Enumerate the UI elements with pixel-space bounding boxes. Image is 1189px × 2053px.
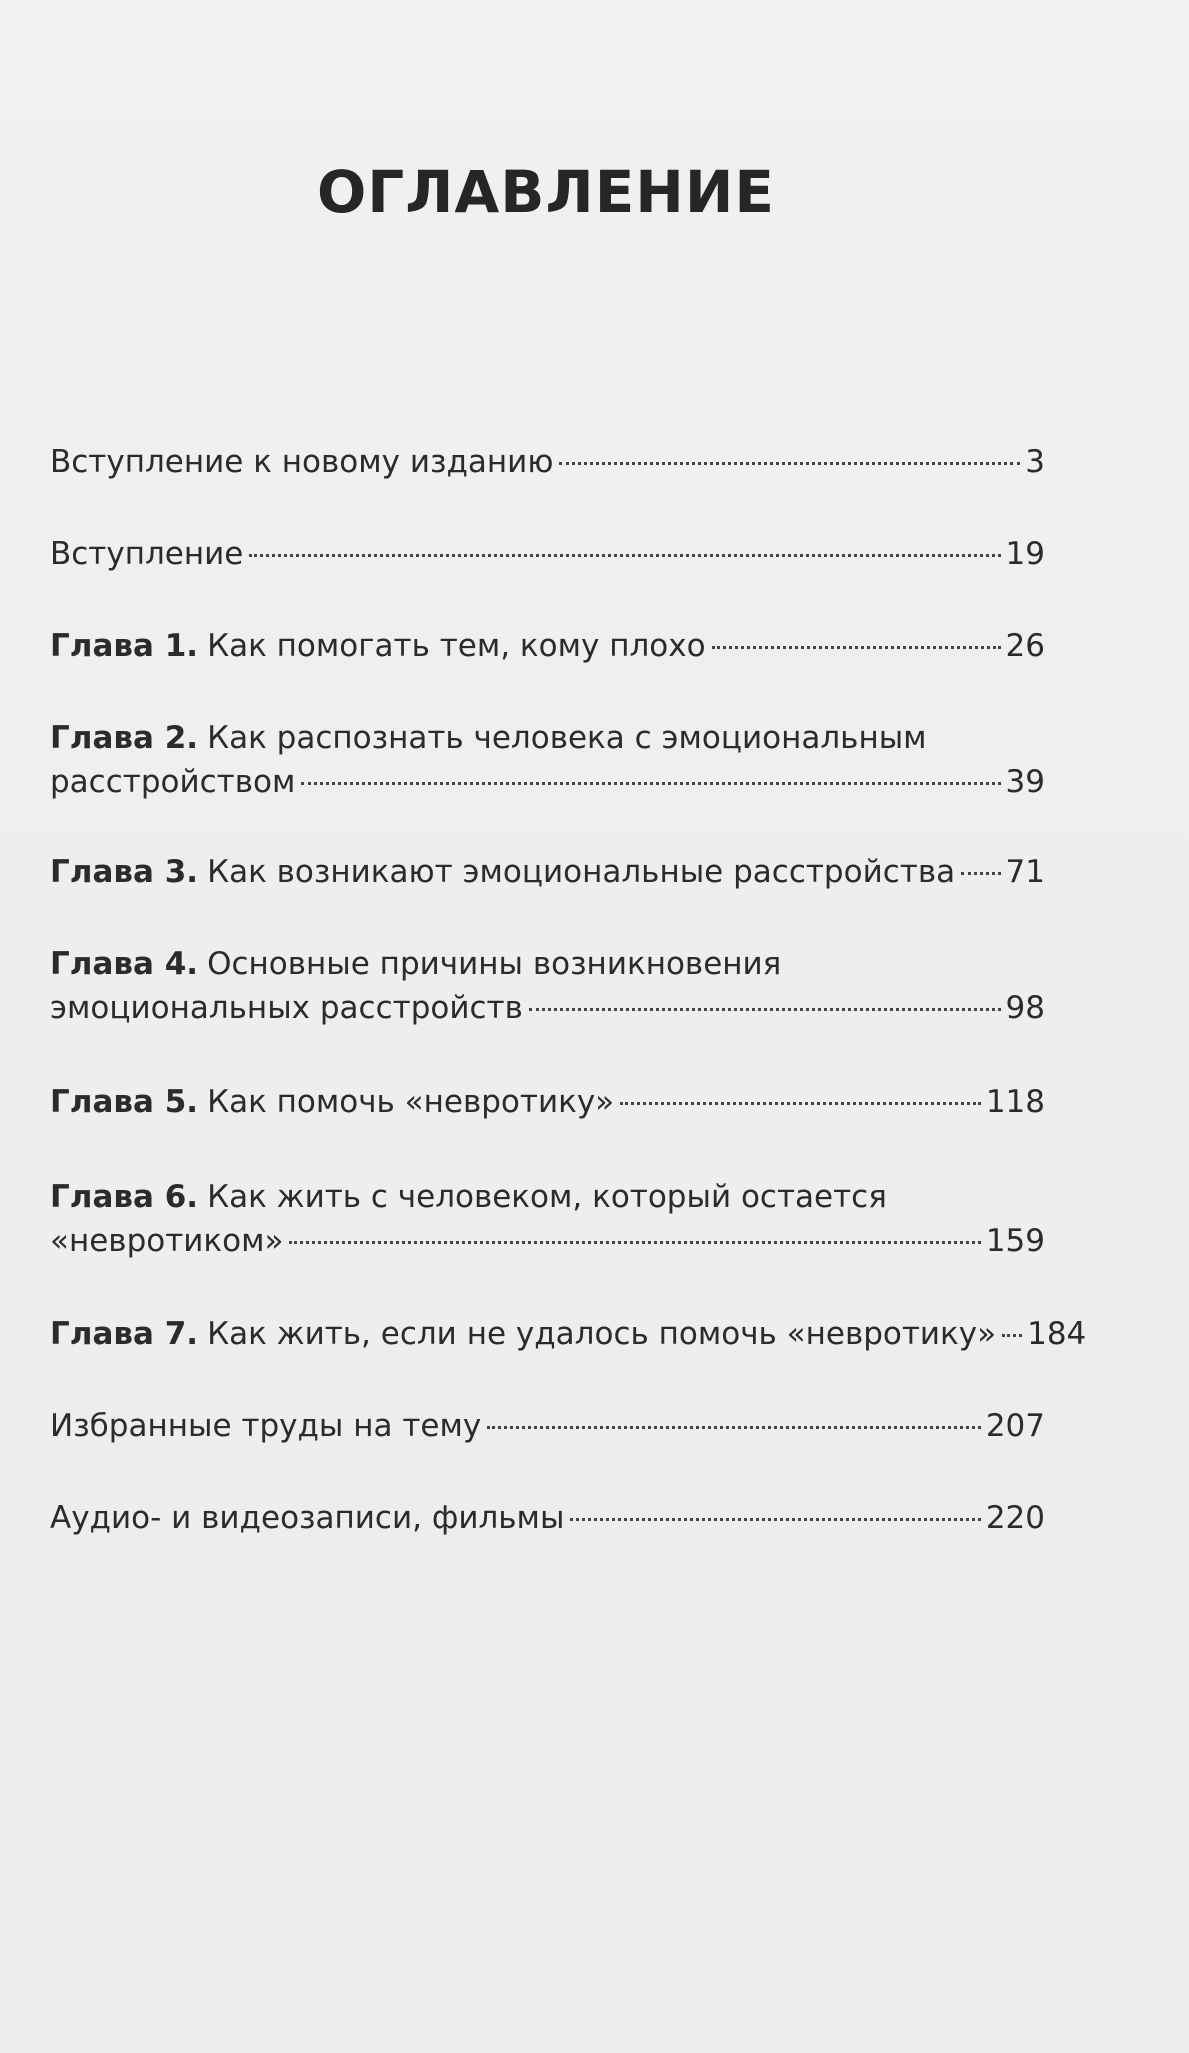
chapter-number: Глава 6. [50,1179,199,1215]
toc-entry-title: Как жить с человеком, который остается [207,1179,887,1215]
toc-entry-title-continued: эмоциональных расстройств [50,990,523,1026]
toc-entry-page: 71 [1005,854,1045,890]
toc-entry-page: 3 [1025,444,1045,480]
toc-entry-title: Вступление [50,536,244,572]
toc-entry [50,1312,1087,1356]
dot-leader [249,554,1000,557]
toc-entry-title: Вступление к новому изданию [50,444,554,480]
chapter-number: Глава 4. [50,946,199,982]
toc-entry-title: Как жить, если не удалось помочь «невротику» [207,1316,997,1352]
chapter-number: Глава 7. [50,1316,199,1352]
toc-entry-page: 207 [985,1408,1045,1444]
chapter-number: Глава 2. [50,720,199,756]
toc-entry [50,716,1045,804]
dot-leader [961,872,1000,875]
toc-entry-page: 118 [985,1084,1045,1120]
dot-leader [559,462,1020,465]
dot-leader [570,1518,980,1521]
toc-entry-title: Избранные труды на тему [50,1408,482,1444]
toc-entry [50,1404,1045,1448]
chapter-number: Глава 1. [50,628,199,664]
toc-entry [50,624,1045,668]
toc-entry [50,850,1045,894]
toc-entry [50,532,1045,576]
toc-entry [50,1496,1045,1540]
toc-entry-title-continued: расстройством [50,764,296,800]
page-title: ОГЛАВЛЕНИЕ [316,158,776,226]
dot-leader [289,1241,980,1244]
toc-entry-title: Как помогать тем, кому плохо [207,628,706,664]
toc-entry-title: Как помочь «невротику» [207,1084,615,1120]
chapter-number: Глава 5. [50,1084,199,1120]
toc-entry-title-continued: «невротиком» [50,1223,284,1259]
toc-entry [50,942,1045,1030]
toc-entry-title: Основные причины возникновения [207,946,782,982]
dot-leader [1002,1334,1022,1337]
chapter-number: Глава 3. [50,854,199,890]
dot-leader [712,646,1001,649]
toc-entry-page: 19 [1005,536,1045,572]
dot-leader [301,782,1000,785]
toc-entry [50,1080,1045,1124]
toc-entry-page: 39 [1005,764,1045,800]
toc-entry-title: Как распознать человека с эмоциональным [207,720,927,756]
toc-entry-page: 159 [985,1223,1045,1259]
toc-entry [50,440,1045,484]
toc-entry [50,1175,1045,1263]
dot-leader [487,1426,981,1429]
toc-entry-page: 98 [1005,990,1045,1026]
toc-entry-title: Аудио- и видеозаписи, фильмы [50,1500,565,1536]
dot-leader [620,1102,981,1105]
toc-entry-page: 220 [985,1500,1045,1536]
dot-leader [529,1008,1001,1011]
toc-entry-page: 26 [1005,628,1045,664]
toc-entry-title: Как возникают эмоциональные расстройства [207,854,956,890]
toc-entry-page: 184 [1027,1316,1087,1352]
